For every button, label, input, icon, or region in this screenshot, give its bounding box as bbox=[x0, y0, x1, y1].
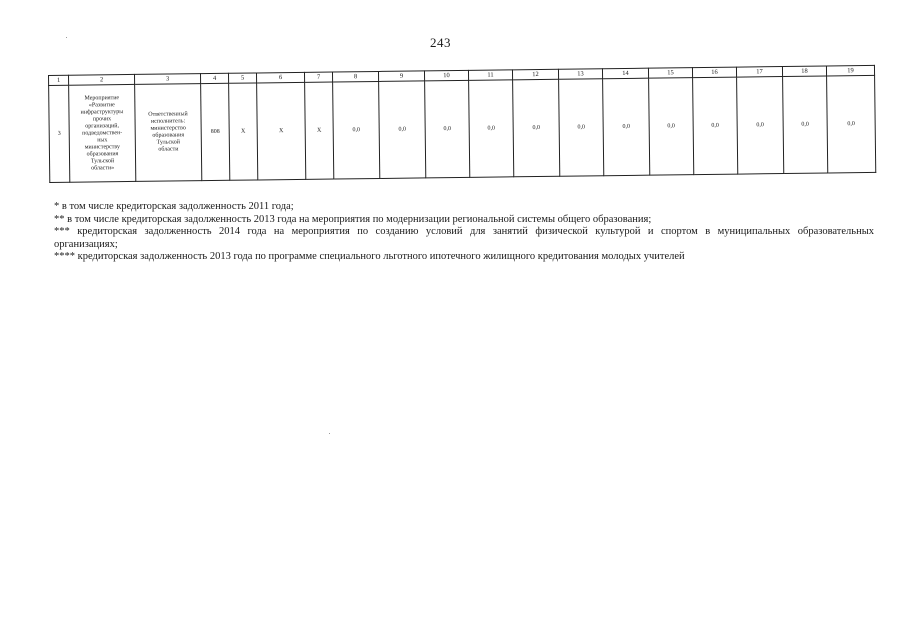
value-cell: 0,0 bbox=[469, 80, 514, 178]
header-cell: 16 bbox=[692, 67, 736, 78]
x-cell: X bbox=[257, 82, 306, 180]
table-row bbox=[49, 75, 876, 182]
code-cell: 808 bbox=[201, 83, 230, 180]
x-cell: X bbox=[229, 83, 258, 180]
header-cell: 9 bbox=[378, 71, 424, 82]
header-cell: 8 bbox=[332, 71, 378, 82]
value-cell: 0,0 bbox=[783, 76, 828, 174]
data-table bbox=[48, 65, 876, 183]
measure-text: Мероприятие «Развитие инфраструктуры прочих организаций, подведомствен- ных министерству образования Тульской области» bbox=[80, 94, 124, 171]
header-cell: 19 bbox=[826, 65, 874, 76]
value-cell: 0,0 bbox=[379, 81, 426, 179]
x-cell: X bbox=[305, 82, 334, 179]
header-cell: 7 bbox=[304, 72, 332, 82]
scan-speck bbox=[66, 37, 67, 38]
value-cell: 0,0 bbox=[333, 81, 380, 179]
footnote-3: *** кредиторская задолженность 2014 года на мероприятия по созданию условий для занятий физической культурой и спортом в муниципальных образовательных bbox=[54, 226, 874, 237]
value-cell: 0,0 bbox=[603, 78, 650, 176]
value-cell: 0,0 bbox=[693, 77, 738, 175]
header-cell: 2 bbox=[69, 74, 135, 85]
responsible-text: Ответственный исполнитель: министерство образования Тульской области bbox=[148, 111, 188, 153]
value-cell: 0,0 bbox=[827, 75, 876, 173]
header-cell: 17 bbox=[736, 67, 782, 78]
footnotes bbox=[54, 201, 874, 264]
header-cell: 5 bbox=[228, 73, 256, 83]
header-cell: 13 bbox=[558, 69, 602, 80]
header-cell: 12 bbox=[512, 69, 558, 80]
header-cell: 6 bbox=[256, 72, 304, 83]
footnote-1: * в том числе кредиторская задолженность 2011 года; bbox=[54, 201, 294, 212]
value-cell: 0,0 bbox=[513, 79, 560, 177]
value-cell: 0,0 bbox=[425, 80, 470, 178]
header-cell: 14 bbox=[602, 68, 648, 79]
scan-speck bbox=[329, 433, 330, 434]
header-cell: 18 bbox=[782, 66, 826, 77]
header-cell: 4 bbox=[200, 73, 228, 83]
value-cell: 0,0 bbox=[737, 77, 784, 175]
header-cell: 15 bbox=[648, 68, 692, 79]
footnote-2: ** в том числе кредиторская задолженность 2013 года на мероприятия по модернизации региональной системы общего образования; bbox=[54, 213, 652, 225]
row-number-cell: 3 bbox=[49, 85, 70, 182]
header-cell: 3 bbox=[134, 74, 200, 85]
value-cell: 0,0 bbox=[559, 79, 604, 177]
value-cell: 0,0 bbox=[649, 78, 694, 176]
page-number: 243 bbox=[430, 35, 451, 50]
footnote-4: **** кредиторская задолженность 2013 года по программе специального льготного ипотечного жилищного кредитования молодых учителей bbox=[54, 251, 685, 262]
header-cell: 11 bbox=[468, 70, 512, 81]
footnote-3-continuation: организациях; bbox=[54, 238, 118, 250]
header-cell: 1 bbox=[49, 75, 69, 85]
header-cell: 10 bbox=[424, 70, 468, 81]
measure-cell bbox=[69, 84, 136, 182]
data-table-wrapper bbox=[48, 65, 875, 195]
responsible-cell bbox=[135, 84, 202, 182]
